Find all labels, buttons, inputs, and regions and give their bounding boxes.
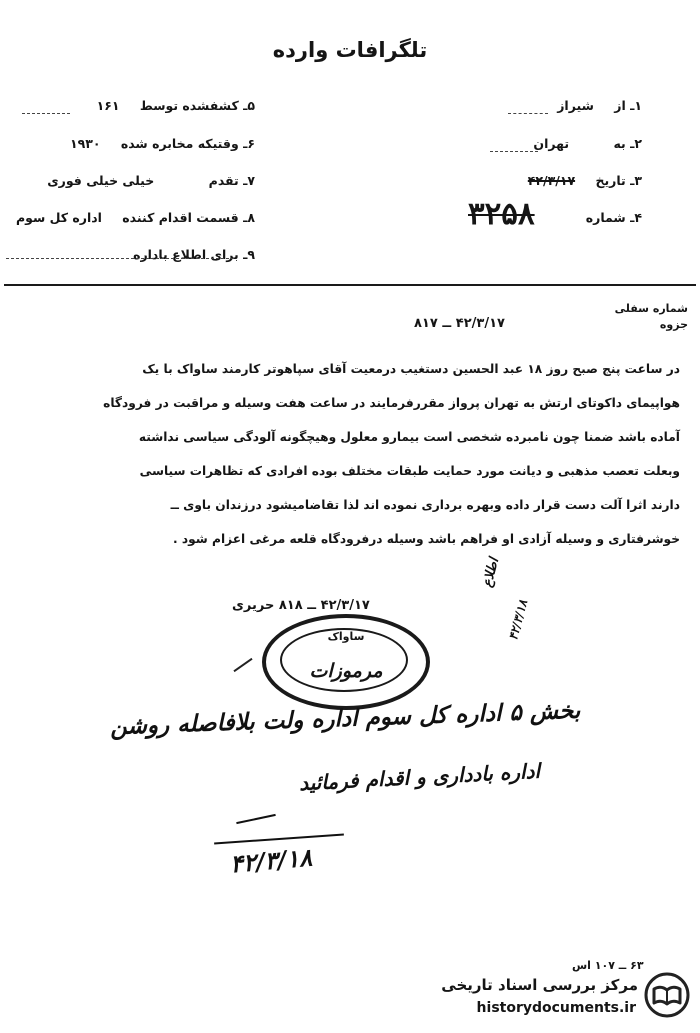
telegram-number: ۳۲۵۸ — [468, 196, 535, 232]
body-line: آماده باشد ضمنا چون نامبرده شخصی است بیمارو معلول وهیچگونه آلودگی سیاسی نداشته — [138, 430, 680, 444]
field-transmitted-value: ۱۹۳۰ — [69, 136, 101, 151]
ref-number-value: سفلی — [614, 302, 649, 315]
field-to — [533, 136, 642, 151]
field-date — [528, 173, 642, 188]
handwritten-note-line2: اداره بادداری و اقدام فرمائید — [298, 758, 541, 796]
handwritten-note-line1: بخش ۵ اداره کل سوم اداره ولت بلافاصله روشن — [109, 696, 581, 741]
field-priority-label: ۷ـ تقدم — [208, 173, 255, 188]
body-line: هواپیمای داکوتای ارتش به تهران پرواز مقررفرمایند در ساعت هفت وسیله و مراقبت در فرودگاه — [103, 396, 680, 410]
field-number — [586, 210, 642, 225]
field-priority — [47, 173, 255, 188]
handwritten-signature-stroke — [214, 833, 344, 844]
handwritten-stroke — [233, 658, 252, 672]
field-transmitted — [70, 136, 255, 151]
stamp-bottom-text: مرموزات — [309, 660, 383, 682]
field-priority-value: خیلی خیلی فوری — [47, 173, 155, 188]
watermark-title: مرکز بررسی اسناد تاریخی — [441, 976, 638, 994]
header-divider — [4, 284, 696, 286]
dotted-line — [6, 258, 234, 259]
watermark-url: historydocuments.ir — [476, 1000, 636, 1016]
ref-code-label: جزوه — [659, 318, 688, 331]
field-info-dept — [113, 247, 255, 262]
dotted-line — [490, 151, 538, 152]
document-title: تلگرافات وارده — [272, 38, 428, 62]
ref-number-label: شماره — [652, 302, 688, 315]
stamp-top-text: ساواک — [327, 630, 365, 643]
field-from-label: ۱ـ از — [614, 98, 642, 113]
field-decoded-by — [97, 98, 255, 113]
handwritten-signature-stroke — [236, 814, 276, 824]
field-action-dept-value: اداره کل سوم — [15, 210, 102, 225]
body-line: وبعلت تعصب مذهبی و دیانت مورد حمایت طبقات مختلف بوده افرادی که تظاهرات سیاسی — [139, 464, 680, 478]
dotted-line — [22, 113, 70, 114]
ref-number — [615, 302, 688, 315]
field-info-dept-label: ۹ـ برای اطلاع باداره — [133, 247, 255, 262]
margin-note-date: ۴۲/۳/۱۸ — [506, 598, 531, 642]
watermark-logo — [402, 968, 694, 1024]
margin-note-word: اطلاع — [480, 556, 503, 589]
book-icon — [644, 972, 690, 1018]
body-line: خوشرفتاری و وسیله آزادی او فراهم باشد وسیله درفرودگاه قلعه مرغی اعزام شود . — [173, 532, 680, 546]
body-line: دارند اثرا آلت دست قرار داده وبهره برداری نموده اند لذا تقاضامیشود درزندان باوی ــ — [170, 498, 680, 512]
ref-line: ۴۲/۳/۱۷ ــ ۸۱۷ — [414, 316, 505, 331]
field-from-value: شیراز — [557, 98, 594, 113]
field-date-value: ۴۲/۳/۱۷ — [527, 173, 576, 188]
field-date-label: ۳ـ تاریخ — [595, 173, 642, 188]
field-action-dept — [16, 210, 255, 225]
closing-ref: ۴۲/۳/۱۷ ــ ۸۱۸ حریری — [232, 598, 370, 613]
handwritten-date: ۴۲/۳/۱۸ — [228, 842, 314, 879]
field-action-dept-label: ۸ـ قسمت اقدام کننده — [122, 210, 255, 225]
official-stamp — [262, 614, 430, 710]
body-line: در ساعت پنج صبح روز ۱۸ عبد الحسین دستغیب درمعیت آقای سپاهوتر کارمند ساواک با یک — [142, 362, 680, 376]
field-decoded-by-value: ۱۶۱ — [96, 98, 120, 113]
field-decoded-by-label: ۵ـ کشفشده توسط — [139, 98, 255, 113]
field-from — [557, 98, 642, 113]
field-to-value: تهران — [533, 136, 570, 151]
footer-code: ۶۳ ــ ۱۰۷ اس — [572, 959, 644, 972]
field-to-label: ۲ـ به — [613, 136, 642, 151]
field-number-label: ۴ـ شماره — [585, 210, 642, 225]
dotted-line — [508, 113, 548, 114]
field-transmitted-label: ۶ـ وقتیکه مخابره شده — [120, 136, 255, 151]
